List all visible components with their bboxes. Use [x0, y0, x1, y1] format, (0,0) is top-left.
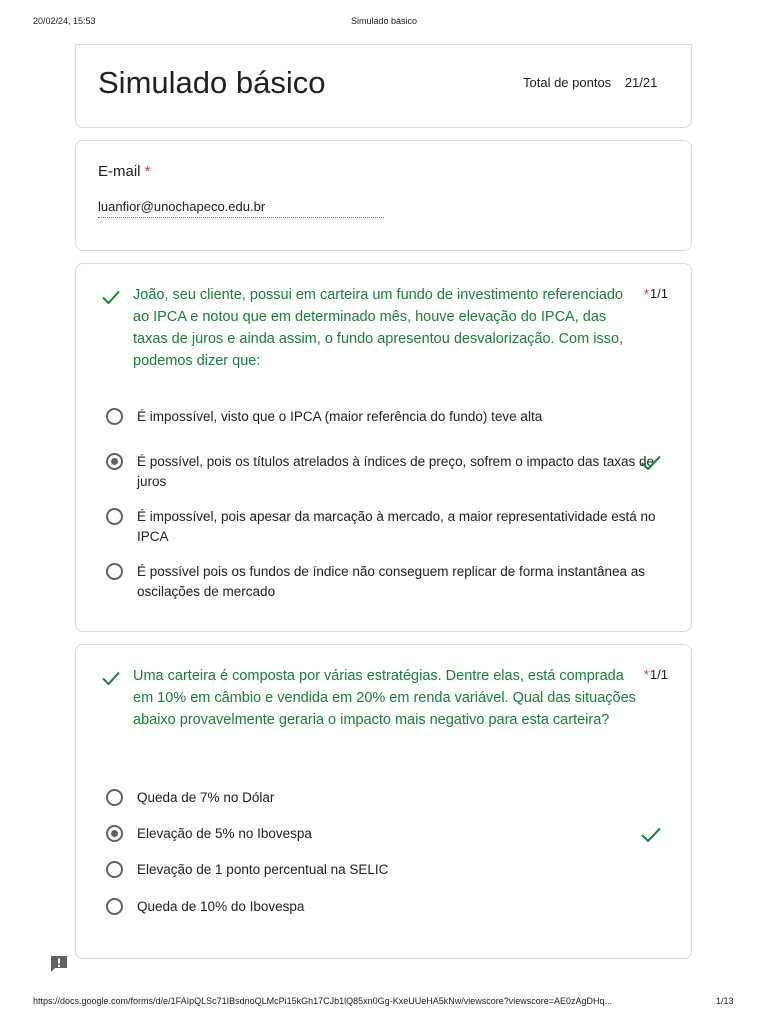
total-points-score: 21/21: [624, 75, 658, 90]
option-label: É impossível, pois apesar da marcação à mercado, a maior representatividade está no IPCA: [137, 509, 656, 544]
required-asterisk: *: [643, 286, 649, 301]
form-title: Simulado básico: [98, 65, 326, 100]
question-card-2: [75, 644, 692, 959]
option-label: Elevação de 1 ponto percentual na SELIC: [137, 862, 389, 877]
required-asterisk: *: [643, 667, 649, 682]
print-page-number: 1/13: [716, 996, 734, 1006]
check-icon: [641, 827, 661, 842]
radio-button-selected[interactable]: [106, 453, 123, 470]
print-datetime: 20/02/24, 15:53: [33, 16, 96, 26]
radio-button[interactable]: [106, 861, 123, 878]
question-text: Uma carteira é composta por várias estratégias. Dentre elas, está comprada em 10% em câmbio e vendida em 20% em renda variável. Qual das situações abaixo provavelmente geraria o impacto mais negativo para esta carteira?: [133, 668, 636, 728]
print-url: https://docs.google.com/forms/d/e/1FAIpQLSc71IBsdnoQLMcPi15kGh17CJb1lQ85xn0Gg-KxeUUeHA5kNw/viewscore?viewscore=AE0zAgDHq...: [33, 996, 613, 1006]
question-text: João, seu cliente, possui em carteira um fundo de investimento referenciado ao IPCA e notou que em determinado mês, houve elevação do IPCA, das taxas de juros e ainda assim, o fundo apresentou desvalorização. Com isso, podemos dizer que:: [133, 287, 624, 369]
question-points: [644, 286, 668, 301]
radio-button[interactable]: [106, 563, 123, 580]
email-field: luanfior@unochapeco.edu.br: [98, 199, 384, 218]
check-icon: [102, 671, 120, 685]
points-value: 1/1: [649, 286, 668, 301]
check-icon: [102, 290, 120, 304]
option-label: É possível pois os fundos de índice não conseguem replicar de forma instantânea as oscilações de mercado: [137, 564, 646, 599]
report-feedback-icon[interactable]: [49, 954, 69, 974]
points-value: 1/1: [649, 667, 668, 682]
email-card: [75, 140, 692, 251]
required-asterisk: *: [144, 163, 151, 180]
print-title: Simulado básico: [350, 16, 418, 26]
radio-button[interactable]: [106, 508, 123, 525]
option-label: Queda de 7% no Dólar: [137, 790, 275, 805]
radio-button-selected[interactable]: [106, 825, 123, 842]
radio-button[interactable]: [106, 789, 123, 806]
total-points-label: Total de pontos: [523, 75, 612, 90]
question-points: [644, 667, 668, 682]
print-header: [0, 16, 768, 30]
question-card-1: [75, 263, 692, 632]
check-icon: [641, 455, 661, 470]
option-label: Elevação de 5% no Ibovespa: [137, 826, 312, 841]
total-points: [523, 75, 657, 90]
form-header-card: [75, 44, 692, 128]
email-label-text: E-mail: [98, 163, 141, 180]
radio-button[interactable]: [106, 408, 123, 425]
option-label: É impossível, visto que o IPCA (maior referência do fundo) teve alta: [137, 409, 543, 424]
email-label: [98, 163, 151, 180]
radio-button[interactable]: [106, 898, 123, 915]
option-label: Queda de 10% do Ibovespa: [137, 899, 305, 914]
option-label: É possível, pois os títulos atrelados à índices de preço, sofrem o impacto das taxas de juros: [137, 454, 655, 489]
